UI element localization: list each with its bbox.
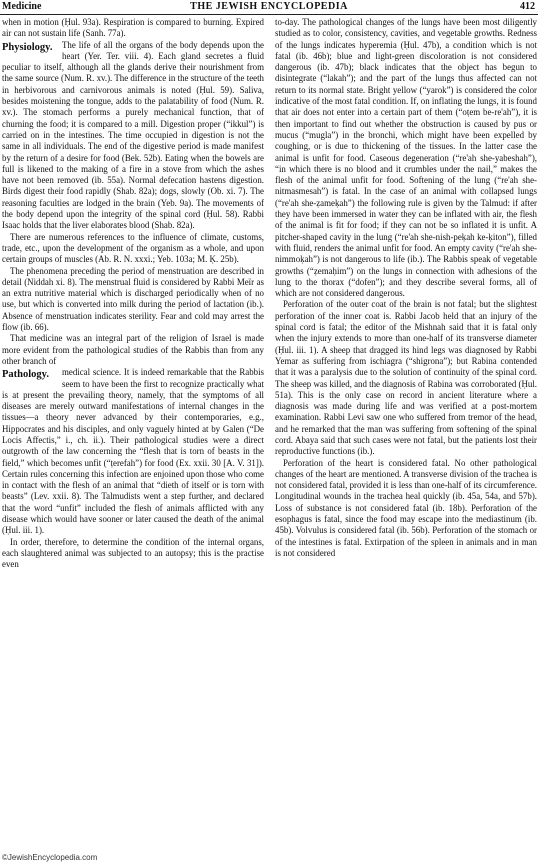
paragraph: In order, therefore, to determine the condition of the internal organs, each slaughtered animal was subjected to an autopsy; this is the practise even (2, 536, 264, 570)
paragraph: medical science. It is indeed remarkable that the Rabbis seem to have been the first to recognize practically what is at present the prevailing theory, namely, that the symptoms of all diseases are merely outward manifestations of internal changes in the tissues—a theory never advanced by their contemporaries, e.g., Hippocrates and his disciples, and only vaguely hinted at by Galen (“De Locis Affectis,” i., ch. ii.). Their pathological studies were a direct outgrowth of the law concerning the “flesh that is torn of beasts in the field,” which becomes unfit (“ṭerefah”) for food (Ex. xxii. 30 [A. V. 31]). Certain rules concerning this infection are enjoined upon those who come in contact with the flesh of an animal that “dieth of itself or is torn with beasts” (Lev. xxii. 8). The Talmudists went a step further, and declared that the word “unfit” included the flesh of animals afflicted with any disease which would have sooner or later caused the death of the animal (Ḥul. iii. 1). (2, 367, 264, 536)
paragraph: There are numerous references to the influence of climate, customs, trade, etc., upon the development of the organism as a whole, and upon certain groups of muscles (Ab. R. N. xxxi.; Yeb. 103a; M. Ḳ. 25b). (2, 231, 264, 265)
paragraph: when in motion (Ḥul. 93a). Respiration is compared to burning. Expired air can not sustain life (Sanh. 77a). (2, 17, 264, 39)
paragraph: Perforation of the outer coat of the brain is not fatal; but the slightest perforation of the inner coat is. Rabbi Jacob held that an injury of the spinal cord is fatal; the editor of the Mishnah said that it is fatal only when the injury extends to more than one-half of its transverse diameter (Ḥul. iii. 1). A sheep that dragged its hind legs was diagnosed by Rabbi Yemar as suffering from ischiagra (“shigrona”); but Rabina contended that it was a paralysis due to the solution of continuity of the spinal cord. The sheep was killed, and the diagnosis of Rabina was corroborated (Ḥul. 51a). This is the only case on record in ancient literature where a diagnosis was made during life and was verified at a post-mortem examination. Rabbi Levi saw one who suffered from tremor of the head, and he remarked that the man was suffering from softening of the spinal cord. Abaya said that such cases were not fatal, but the patients lost their reproductive functions (ib.). (275, 299, 537, 457)
side-heading-pathology: Pathology. (2, 369, 49, 381)
left-column (2, 17, 264, 571)
source-credit: ©JewishEncyclopedia.com (2, 853, 98, 862)
running-head-title: THE JEWISH ENCYCLOPEDIA (190, 1, 348, 12)
paragraph: The phenomena preceding the period of menstruation are described in detail (Niddah xi. 8). The menstrual fluid is considered by Rabbi Meïr as an extra nutritive material which is discharged periodically when of no use, but which is converted into milk during the period of lactation (ib.). Absence of menstruation indicates sterility. Fear and cold may arrest the flow (ib. 66). (2, 265, 264, 333)
page-number: 412 (520, 1, 535, 12)
page-header (0, 0, 538, 15)
paragraph: The life of all the organs of the body depends upon the heart (Yer. Ter. viii. 4). Each gland secretes a fluid peculiar to itself, although all the glands derive their nourishment from the same source (Num. R. xv.). The difference in the structure of the teeth in herbivorous and carnivorous animals is noted (Ḥul. 59). Saliva, besides moistening the tongue, adds to the palatability of food (Num. R. xv.). The stomach performs a purely mechanical function, that of churning the food; it is compared to a mill. Digestion proper (“ikkul”) is carried on in the intestines. The time occupied in digestion is not the same in all individuals. The end of the digestive period is made manifest by the return of a desire for food (Bek. 52b). Eating when the bowels are full is likened to the making of a fire in a stove from which the ashes have not been removed (ib. 55a). Normal defecation hastens digestion. Birds digest their food rapidly (Shab. 82a); dogs, slowly (Ob. xi. 7). The reasoning faculties are lodged in the brain (Yeb. 9a). The movements of the body depend upon the integrity of the spinal cord (Ḥul. 58). Rabbi Isaac holds that the liver elaborates blood (Shab. 82a). (2, 39, 264, 231)
right-column (275, 17, 537, 559)
paragraph: That medicine was an integral part of the religion of Israel is made more evident from the pathological studies of the Rabbis than from any other branch of (2, 333, 264, 366)
paragraph: to-day. The pathological changes of the lungs have been most diligently studied as to color, consistency, cavities, and vegetable growths. Redness of the lungs indicates hyperemia (Ḥul. 47b), a condition which is not fatal (ib. 46b); blue and light-green discoloration is not considered dangerous (ib. 47b); black indicates that the object has begun to disintegrate (“lakah”); and the part of the lungs thus affected can not return to its normal state. Bright yellow (“yarok”) is considered the color indicative of the most fatal condition. If, on inflating the lungs, it is found that air does not enter into a certain part of them (“oṭem be-re'ah”), it is then important to find out whether the obstruction is caused by pus or mucus (“mugla”) in the bronchi, which might have been expelled by coughing, or is due to thickening of the tissues. In the latter case the animal is unfit for food. Caseous degeneration (“re'ah she-yabeshah”), “in which there is no blood and it crumbles under the nail,” makes the flesh of the animal unfit for food. Softening of the lung (“re'ah she-nitmasmesah”) is fatal. In the case of an animal with collapsed lungs (“re'ah she-ẓameḳah”) the following rule is given by the Talmud: if after they have been immersed in water they can be inflated with air, the flesh of the animal is fit for food; if they can not be so inflated it is unfit. A pitcher-shaped cavity in the lung (“re'ah she-nish-peḳah ke-ḳiton”), filled with fluid, renders the animal unfit for food. An empty cavity (“re'ah she-nimmoḳah”) is not dangerous to life (ib.). The Rabbis speak of vegetable growths (“ẓemaḥim”) on the lungs in connection with adhesions of the lung to the thorax (“dofen”); and they describe several forms, all of which are not considered dangerous. (275, 17, 537, 299)
running-head-left: Medicine (2, 1, 42, 12)
side-heading-physiology: Physiology. (2, 41, 53, 53)
paragraph: Perforation of the heart is considered fatal. No other pathological changes of the heart are mentioned. A transverse division of the trachea is not considered fatal, provided it is less than one-half of its circumference. Longitudinal wounds in the trachea heal quickly (ib. 45a, 54a, and 57b). Loss of substance is not considered fatal (ib. 18b). Perforation of the esophagus is fatal, since the food may escape into the mediastinum (ib. 45b). Volvulus is considered fatal (ib. 56b). Perforation of the stomach or of the intestines is fatal. Extirpation of the spleen in animals and in man is not considered (275, 457, 537, 558)
